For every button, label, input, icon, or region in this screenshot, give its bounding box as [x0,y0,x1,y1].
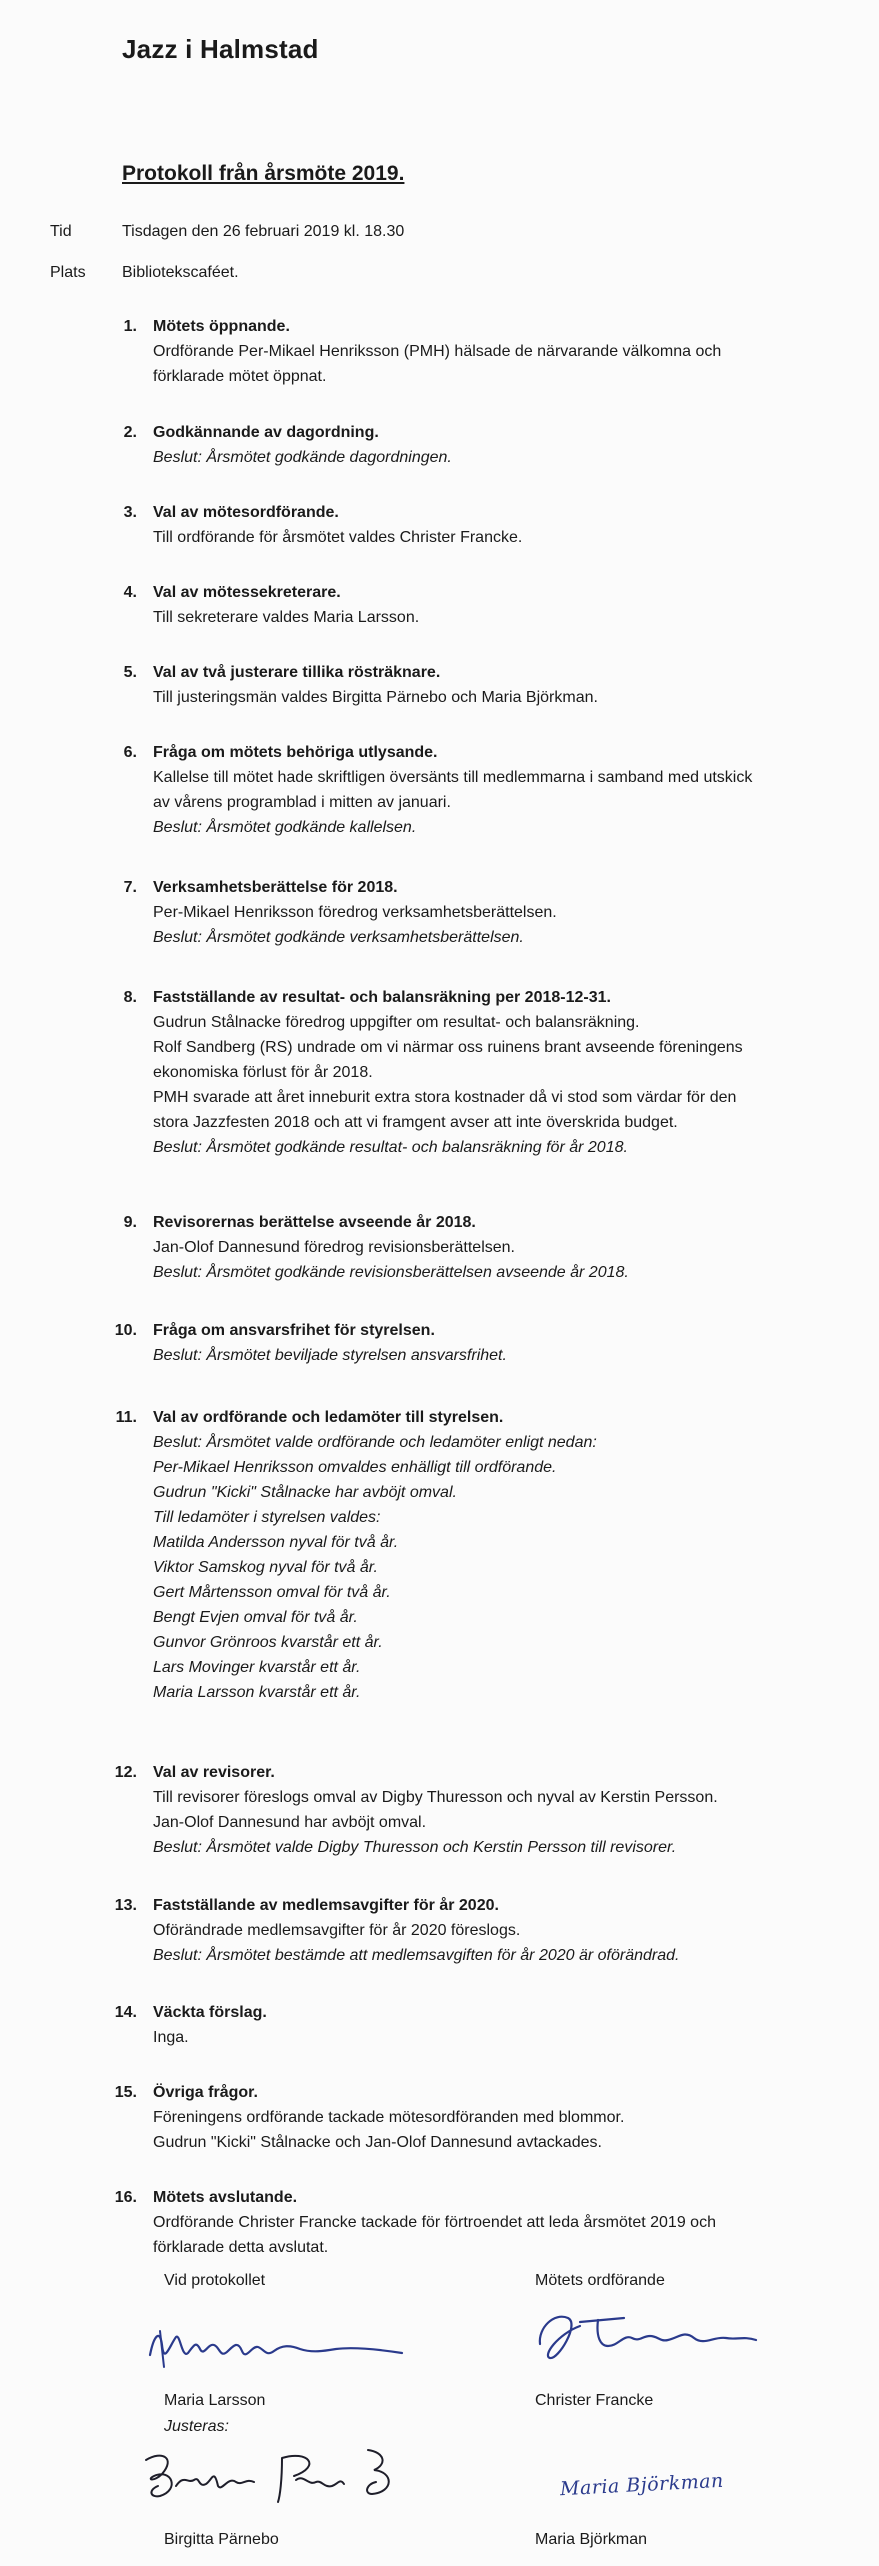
text-line: Föreningens ordförande tackade mötesordföranden med blommor. [153,2109,625,2126]
chair-signature [528,2300,768,2380]
text-line: Till justeringsmän valdes Birgitta Pärnebo och Maria Björkman. [153,689,598,706]
agenda-item-heading: Fastställande av resultat- och balansräkning per 2018-12-31. [153,989,611,1006]
decision-line: Beslut: Årsmötet godkände dagordningen. [153,449,452,466]
decision-line: Maria Larsson kvarstår ett år. [153,1684,361,1701]
meta-place-value: Bibliotekscaféet. [122,264,239,281]
meta-place-label: Plats [50,264,86,281]
meta-time-row [50,223,404,241]
agenda-item-body [153,685,843,710]
text-line: Inga. [153,2029,189,2046]
text-line: förklarade mötet öppnat. [153,368,327,385]
agenda-item-body [153,1785,843,1860]
agenda-item-heading: Väckta förslag. [153,2004,267,2021]
agenda-item-number: 5. [123,664,137,681]
agenda-item-body [153,1010,843,1160]
text-line: Ordförande Per-Mikael Henriksson (PMH) hälsade de närvarande välkomna och [153,343,722,360]
document-title: Protokoll från årsmöte 2019. [122,162,405,185]
meta-place-row [50,264,239,282]
text-line: stora Jazzfesten 2018 och att vi framgent avser att inte överskrida budget. [153,1114,678,1131]
agenda-item-body [153,1430,843,1705]
text-line: Jan-Olof Dannesund föredrog revisionsberättelsen. [153,1239,515,1256]
text-line: ekonomiska förlust för år 2018. [153,1064,373,1081]
agenda-item-body [153,1343,843,1368]
agenda-item-number: 12. [114,1764,137,1781]
agenda-item-number: 14. [114,2004,137,2021]
adjuster2-name: Maria Björkman [535,2531,648,2548]
text-line: Kallelse till mötet hade skriftligen översänts till medlemmarna i samband med utskick [153,769,753,786]
agenda-item-heading: Val av mötessekreterare. [153,584,341,601]
decision-line: Till ledamöter i styrelsen valdes: [153,1509,381,1526]
agenda-item-number: 1. [123,318,137,335]
text-line: Per-Mikael Henriksson föredrog verksamhetsberättelsen. [153,904,557,921]
secretary-role-label: Vid protokollet [164,2272,266,2289]
text-line: Till ordförande för årsmötet valdes Christer Francke. [153,529,523,546]
agenda-item-body [153,765,843,840]
text-line: av vårens programblad i mitten av januari. [153,794,451,811]
agenda-item-number: 15. [114,2084,137,2101]
decision-line: Beslut: Årsmötet godkände verksamhetsberättelsen. [153,929,524,946]
adjuster2-signature: Maria Björkman [559,2469,725,2501]
agenda-item-body [153,1918,843,1968]
organization-title: Jazz i Halmstad [122,34,319,64]
text-line: Oförändrade medlemsavgifter för år 2020 föreslogs. [153,1922,521,1939]
decision-line: Beslut: Årsmötet bestämde att medlemsavgiften för år 2020 är oförändrad. [153,1947,680,1964]
agenda-item-body [153,605,843,630]
agenda-item-number: 9. [123,1214,137,1231]
agenda-item-body [153,2025,843,2050]
decision-line: Gert Mårtensson omval för två år. [153,1584,391,1601]
agenda-item-heading: Val av två justerare tillika rösträknare. [153,664,441,681]
agenda-item-body [153,1235,843,1285]
decision-line: Beslut: Årsmötet godkände revisionsberättelsen avseende år 2018. [153,1264,629,1281]
agenda-item-heading: Val av mötesordförande. [153,504,339,521]
decision-line: Lars Movinger kvarstår ett år. [153,1659,361,1676]
text-line: Rolf Sandberg (RS) undrade om vi närmar oss ruinens brant avseende föreningens [153,1039,743,1056]
decision-line: Viktor Samskog nyval för två år. [153,1559,378,1576]
agenda-item-heading: Fråga om mötets behöriga utlysande. [153,744,438,761]
decision-line: Matilda Andersson nyval för två år. [153,1534,399,1551]
agenda-item-heading: Revisorernas berättelse avseende år 2018. [153,1214,476,1231]
meta-time-value: Tisdagen den 26 februari 2019 kl. 18.30 [122,223,405,240]
secretary-name: Maria Larsson [164,2392,266,2409]
text-line: Jan-Olof Dannesund har avböjt omval. [153,1814,427,1831]
agenda-item-heading: Val av ordförande och ledamöter till styrelsen. [153,1409,504,1426]
agenda-item-number: 2. [123,424,137,441]
agenda-item-body [153,900,843,950]
justeras-label: Justeras: [164,2418,229,2435]
agenda-item-heading: Mötets avslutande. [153,2189,298,2206]
text-line: förklarade detta avslutat. [153,2239,329,2256]
agenda-item-heading: Verksamhetsberättelse för 2018. [153,879,398,896]
text-line: Till sekreterare valdes Maria Larsson. [153,609,420,626]
text-line: Ordförande Christer Francke tackade för förtroendet att leda årsmötet 2019 och [153,2214,716,2231]
text-line: PMH svarade att året inneburit extra stora kostnader då vi stod som värdar för den [153,1089,737,1106]
decision-line: Per-Mikael Henriksson omvaldes enhälligt till ordförande. [153,1459,557,1476]
decision-line: Beslut: Årsmötet godkände kallelsen. [153,819,417,836]
agenda-item-heading: Val av revisorer. [153,1764,275,1781]
agenda-item-heading: Mötets öppnande. [153,318,290,335]
agenda-item-number: 7. [123,879,137,896]
agenda-item-number: 10. [114,1322,137,1339]
chair-role-label: Mötets ordförande [535,2272,665,2289]
decision-line: Beslut: Årsmötet godkände resultat- och balansräkning för år 2018. [153,1139,628,1156]
secretary-signature [140,2315,420,2385]
text-line: Till revisorer föreslogs omval av Digby Thuresson och nyval av Kerstin Persson. [153,1789,718,1806]
agenda-item-heading: Fastställande av medlemsavgifter för år 2020. [153,1897,499,1914]
agenda-item-number: 11. [115,1409,137,1426]
decision-line: Bengt Evjen omval för två år. [153,1609,358,1626]
agenda-item-number: 13. [114,1897,137,1914]
agenda-item-heading: Godkännande av dagordning. [153,424,379,441]
agenda-item-number: 16. [114,2189,137,2206]
decision-line: Beslut: Årsmötet valde ordförande och ledamöter enligt nedan: [153,1434,597,1451]
agenda-item-number: 8. [123,989,137,1006]
agenda-item-body [153,525,843,550]
agenda-item-body [153,339,843,389]
meta-time-label: Tid [50,223,72,240]
adjuster1-signature [132,2440,412,2520]
text-line: Gudrun Stålnacke föredrog uppgifter om resultat- och balansräkning. [153,1014,640,1031]
agenda-item-number: 3. [123,504,137,521]
agenda-item-number: 4. [123,584,137,601]
decision-line: Beslut: Årsmötet valde Digby Thuresson och Kerstin Persson till revisorer. [153,1839,677,1856]
chair-name: Christer Francke [535,2392,654,2409]
agenda-item-body [153,445,843,470]
adjuster1-name: Birgitta Pärnebo [164,2531,279,2548]
agenda-item-number: 6. [123,744,137,761]
text-line: Gudrun "Kicki" Stålnacke och Jan-Olof Dannesund avtackades. [153,2134,602,2151]
agenda-item-body [153,2105,843,2155]
decision-line: Gudrun "Kicki" Stålnacke har avböjt omval. [153,1484,457,1501]
agenda-item-body [153,2210,843,2260]
decision-line: Gunvor Grönroos kvarstår ett år. [153,1634,383,1651]
decision-line: Beslut: Årsmötet beviljade styrelsen ansvarsfrihet. [153,1347,507,1364]
agenda-item-heading: Övriga frågor. [153,2084,258,2101]
agenda-item-heading: Fråga om ansvarsfrihet för styrelsen. [153,1322,435,1339]
